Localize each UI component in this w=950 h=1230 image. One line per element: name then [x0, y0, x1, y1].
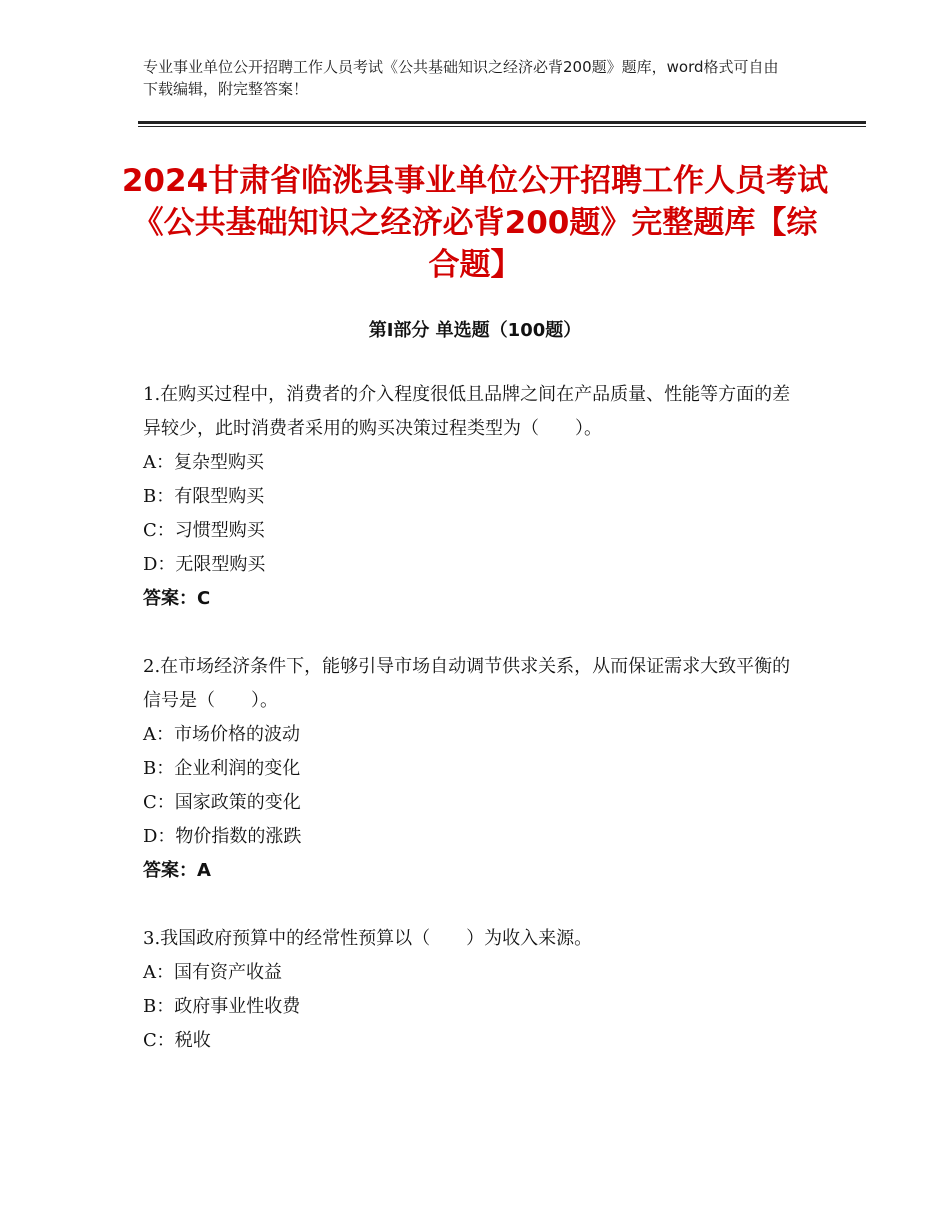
option-a: A：市场价格的波动 [143, 724, 300, 745]
question-1 [143, 378, 803, 616]
question-3 [143, 922, 803, 1058]
document-title: 2024甘肃省临洮县事业单位公开招聘工作人员考试《公共基础知识之经济必背200题》完整题库【综合题】 [121, 163, 829, 283]
option-c: C：国家政策的变化 [143, 792, 301, 813]
question-stem: 2.在市场经济条件下，能够引导市场自动调节供求关系，从而保证需求大致平衡的信号是（ ）。 [143, 656, 791, 711]
option-c: C：习惯型购买 [143, 520, 265, 541]
question-stem: 3.我国政府预算中的经常性预算以（ ）为收入来源。 [143, 928, 593, 949]
option-b: B：有限型购买 [143, 486, 265, 507]
option-a: A：国有资产收益 [143, 962, 282, 983]
answer: 答案：C [143, 588, 211, 609]
question-stem: 1.在购买过程中，消费者的介入程度很低且品牌之间在产品质量、性能等方面的差异较少，此时消费者采用的购买决策过程类型为（ ）。 [143, 384, 791, 439]
section-heading: 第Ⅰ部分 单选题（100题） [368, 320, 582, 341]
question-2 [143, 650, 803, 888]
option-a: A：复杂型购买 [143, 452, 264, 473]
option-b: B：企业利润的变化 [143, 758, 301, 779]
question-list [143, 378, 803, 1092]
header-divider-thin [138, 126, 866, 127]
option-c: C：税收 [143, 1030, 211, 1051]
option-d: D：物价指数的涨跌 [143, 826, 302, 847]
header-note: 专业事业单位公开招聘工作人员考试《公共基础知识之经济必背200题》题库，word格式可自由下载编辑，附完整答案！ [143, 58, 779, 98]
option-b: B：政府事业性收费 [143, 996, 301, 1017]
answer: 答案：A [143, 860, 211, 881]
option-d: D：无限型购买 [143, 554, 266, 575]
header-divider-thick [138, 121, 866, 124]
